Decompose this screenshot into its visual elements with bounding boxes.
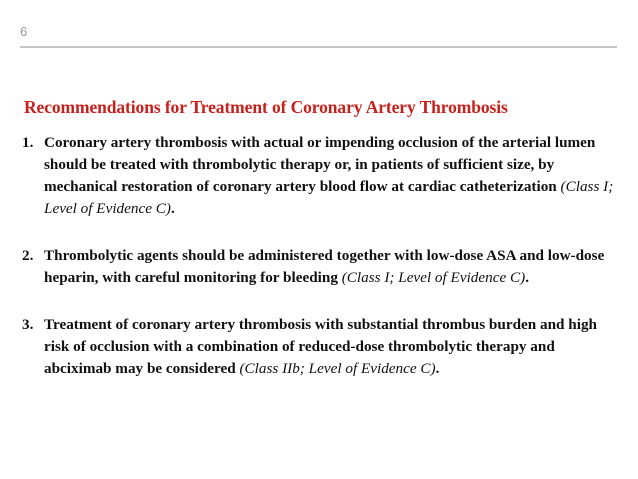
list-item-text: Coronary artery thrombosis with actual or impending occlusion of the arterial lumen should be treated with thrombolytic therapy or, in patients of sufficient size, by mechanical restoration of coronary artery blood flow at cardiac catheterization (44, 134, 596, 195)
page-title: Recommendations for Treatment of Coronary Artery Thrombosis (24, 96, 508, 117)
evidence-class-label: (Class IIb; Level of Evidence C) (239, 360, 436, 377)
list-item (22, 245, 616, 289)
evidence-class-label: (Class I; Level of Evidence C) (44, 178, 614, 217)
recommendations-list (22, 132, 616, 380)
list-item-text: Treatment of coronary artery thrombosis with substantial thrombus burden and high risk of occlusion with a combination of reduced-dose thrombolytic therapy and abciximab may be considered (44, 316, 597, 377)
list-item-period: . (435, 360, 440, 377)
evidence-class-label: (Class I; Level of Evidence C) (341, 269, 526, 286)
list-item-text: Thrombolytic agents should be administered together with low-dose ASA and low-dose heparin, with careful monitoring for bleeding (44, 247, 605, 286)
list-item-marker: 3. (22, 316, 34, 333)
list-item (22, 132, 616, 220)
list-item-marker: 2. (22, 247, 34, 264)
page-number: 6 (20, 24, 28, 39)
list-item-period: . (170, 200, 175, 217)
list-item-marker: 1. (22, 134, 34, 151)
header-divider (20, 46, 617, 48)
list-item (22, 314, 616, 380)
list-item-period: . (525, 269, 529, 286)
